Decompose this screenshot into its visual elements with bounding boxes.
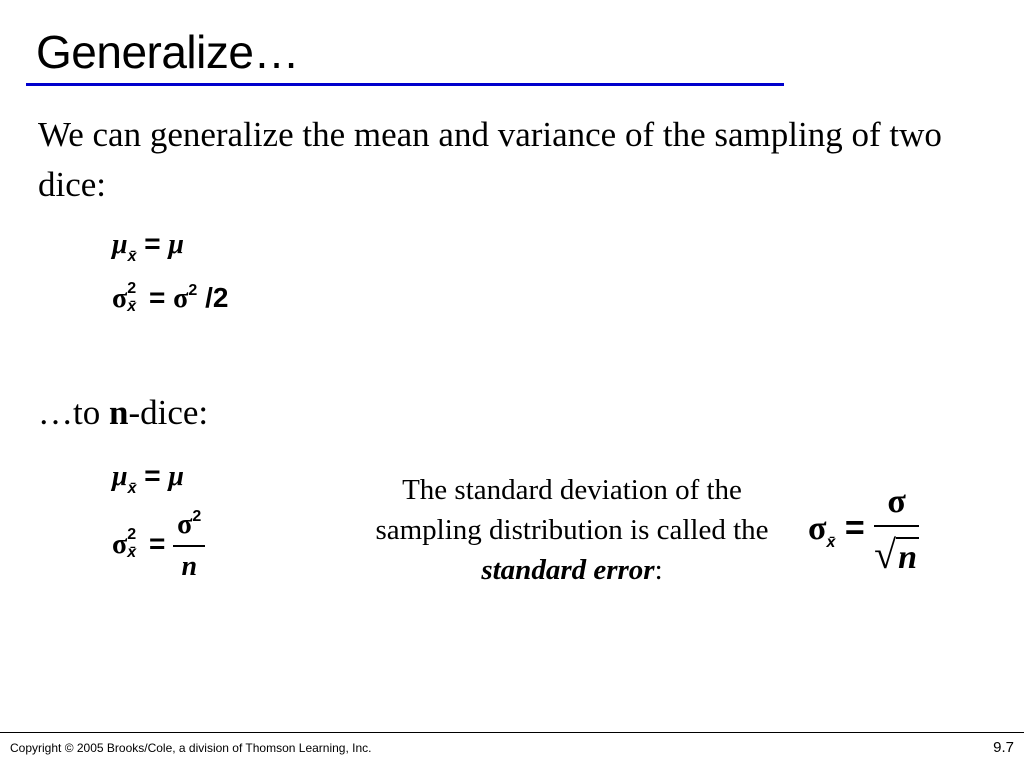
formula-superscript: 2	[127, 279, 137, 297]
formula-denominator: n	[181, 551, 198, 582]
formula-symbol: σ	[173, 283, 189, 314]
n-dice-suffix: -dice:	[128, 393, 209, 432]
note-text: The standard deviation of the sampling distribution is called the	[375, 474, 769, 546]
formula-symbol: σ	[887, 483, 906, 520]
formula-denominator	[874, 527, 919, 578]
page-number: 9.7	[993, 739, 1014, 756]
formula-radicand: n	[898, 539, 918, 576]
intro-text: We can generalize the mean and variance of the sampling of two dice:	[38, 115, 942, 204]
sqrt-icon: √	[874, 532, 897, 577]
formula-operator: =	[144, 460, 161, 491]
n-dice-bold: n	[108, 393, 129, 432]
formula-divisor: /2	[205, 282, 229, 313]
formula-symbol: μ	[112, 229, 128, 260]
formula-superscript: 2	[127, 525, 137, 543]
note-emphasis: standard error	[481, 554, 655, 586]
formula-operator: =	[144, 228, 161, 259]
formula-symbol: σ	[808, 509, 827, 547]
n-dice-heading	[38, 390, 208, 436]
formula-symbol: μ	[168, 229, 184, 260]
formula-superscript: 2	[192, 508, 202, 525]
footer-copyright: Copyright © 2005 Brooks/Cole, a division of Thomson Learning, Inc.	[10, 741, 372, 755]
formula-subscript: x̄	[127, 297, 137, 315]
formula-symbol: σ	[112, 283, 128, 314]
formula-two-dice-variance	[112, 279, 229, 315]
formula-n-dice-variance	[112, 508, 205, 583]
formula-operator: =	[149, 282, 166, 313]
formula-numerator	[173, 508, 205, 547]
formula-script-stack	[127, 525, 141, 561]
formula-n-dice-mean	[112, 460, 184, 497]
formula-fraction	[173, 508, 205, 583]
formula-two-dice-mean	[112, 228, 184, 265]
formula-operator: =	[844, 508, 865, 547]
formula-symbol: σ	[177, 509, 193, 540]
formula-subscript: x̄	[826, 533, 836, 551]
note-colon: :	[654, 554, 663, 586]
title-underline	[26, 83, 784, 86]
slide-title: Generalize…	[36, 26, 299, 78]
formula-operator: =	[149, 527, 166, 559]
formula-symbol: σ	[112, 528, 128, 560]
formula-symbol: μ	[112, 461, 128, 492]
formula-fraction	[874, 482, 919, 578]
formula-symbol: μ	[168, 461, 184, 492]
formula-subscript: x̄	[127, 248, 137, 265]
formula-subscript: x̄	[127, 543, 137, 561]
n-dice-prefix: …to	[38, 393, 109, 432]
formula-subscript: x̄	[127, 480, 137, 497]
formula-script-stack	[127, 279, 141, 315]
footer-divider	[0, 732, 1024, 733]
standard-error-note	[362, 470, 782, 590]
formula-superscript: 2	[188, 282, 198, 299]
formula-numerator	[874, 482, 919, 527]
formula-standard-error	[808, 482, 919, 578]
